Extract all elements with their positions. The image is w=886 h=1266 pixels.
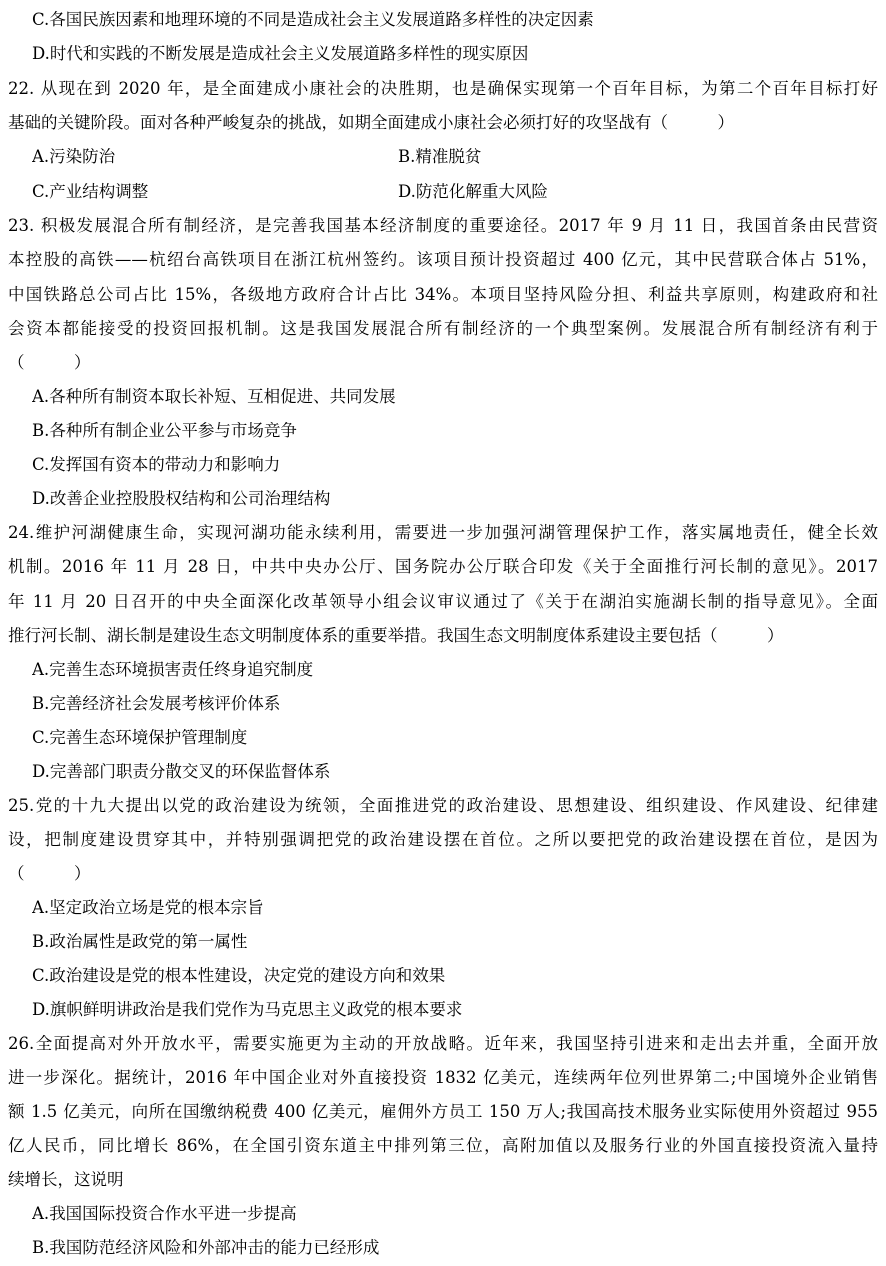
option-d-q22: D.防范化解重大风险 (398, 182, 548, 201)
question-23-line-4: 会资本都能接受的投资回报机制。这是我国发展混合所有制经济的一个典型案例。发展混合所有制经济有利于 (8, 319, 878, 338)
question-22-line-1: 22. 从现在到 2020 年，是全面建成小康社会的决胜期，也是确保实现第一个百年目标，为第二个百年目标打好 (8, 79, 878, 98)
option-a-q22: A.污染防治 (32, 147, 116, 166)
question-24-line-1: 24.维护河湖健康生命，实现河湖功能永续利用，需要进一步加强河湖管理保护工作，落实属地责任，健全长效 (8, 523, 878, 542)
question-25-line-1: 25.党的十九大提出以党的政治建设为统领，全面推进党的政治建设、思想建设、组织建设、作风建设、纪律建 (8, 796, 878, 815)
option-c-q25: C.政治建设是党的根本性建设，决定党的建设方向和效果 (32, 966, 446, 985)
option-b-q23: B.各种所有制企业公平参与市场竞争 (32, 421, 297, 440)
answer-bracket-q25: （ ） (8, 864, 91, 883)
option-b-q24: B.完善经济社会发展考核评价体系 (32, 694, 281, 713)
question-26-line-1: 26.全面提高对外开放水平，需要实施更为主动的开放战略。近年来，我国坚持引进来和走出去并重，全面开放 (8, 1034, 878, 1053)
option-d-q23: D.改善企业控股股权结构和公司治理结构 (32, 489, 331, 508)
option-b-q25: B.政治属性是政党的第一属性 (32, 932, 248, 951)
option-a-q26: A.我国国际投资合作水平进一步提高 (32, 1204, 297, 1223)
option-c-q21: C.各国民族因素和地理环境的不同是造成社会主义发展道路多样性的决定因素 (32, 10, 594, 29)
question-23-line-2: 本控股的高铁——杭绍台高铁项目在浙江杭州签约。该项目预计投资超过 400 亿元，其中民营联合体占 51%， (8, 250, 878, 269)
option-d-q24: D.完善部门职责分散交叉的环保监督体系 (32, 762, 331, 781)
question-24-line-3: 年 11 月 20 日召开的中央全面深化改革领导小组会议审议通过了《关于在湖泊实施湖长制的指导意见》。全面 (8, 592, 878, 611)
option-c-q24: C.完善生态环境保护管理制度 (32, 728, 248, 747)
question-26-line-4: 亿人民币，同比增长 86%，在全国引资东道主中排列第三位，高附加值以及服务行业的外国直接投资流入量持 (8, 1136, 878, 1155)
question-22-line-2: 基础的关键阶段。面对各种严峻复杂的挑战，如期全面建成小康社会必须打好的攻坚战有（ ） (8, 113, 734, 132)
option-d-q21: D.时代和实践的不断发展是造成社会主义发展道路多样性的现实原因 (32, 44, 529, 63)
question-23-line-3: 中国铁路总公司占比 15%，各级地方政府合计占比 34%。本项目坚持风险分担、利益共享原则，构建政府和社 (8, 285, 878, 304)
question-24-line-4: 推行河长制、湖长制是建设生态文明制度体系的重要举措。我国生态文明制度体系建设主要包括（ ） (8, 626, 784, 645)
question-26-line-3: 额 1.5 亿美元，向所在国缴纳税费 400 亿美元，雇佣外方员工 150 万人;我国高技术服务业实际使用外资超过 955 (8, 1102, 878, 1121)
option-d-q25: D.旗帜鲜明讲政治是我们党作为马克思主义政党的根本要求 (32, 1000, 463, 1019)
option-b-q22: B.精准脱贫 (398, 147, 482, 166)
option-c-q23: C.发挥国有资本的带动力和影响力 (32, 455, 281, 474)
option-b-q26: B.我国防范经济风险和外部冲击的能力已经形成 (32, 1238, 380, 1257)
option-c-q22: C.产业结构调整 (32, 182, 149, 201)
option-a-q25: A.坚定政治立场是党的根本宗旨 (32, 898, 264, 917)
question-23-line-1: 23. 积极发展混合所有制经济，是完善我国基本经济制度的重要途径。2017 年 9 月 11 日，我国首条由民营资 (8, 216, 878, 235)
option-a-q23: A.各种所有制资本取长补短、互相促进、共同发展 (32, 387, 396, 406)
question-25-line-2: 设，把制度建设贯穿其中，并特别强调把党的政治建设摆在首位。之所以要把党的政治建设摆在首位，是因为 (8, 830, 878, 849)
option-a-q24: A.完善生态环境损害责任终身追究制度 (32, 660, 314, 679)
answer-bracket-q23: （ ） (8, 353, 91, 372)
question-26-line-5: 续增长，这说明 (8, 1170, 124, 1189)
question-26-line-2: 进一步深化。据统计，2016 年中国企业对外直接投资 1832 亿美元，连续两年位列世界第二;中国境外企业销售 (8, 1068, 878, 1087)
question-24-line-2: 机制。2016 年 11 月 28 日，中共中央办公厅、国务院办公厅联合印发《关于全面推行河长制的意见》。2017 (8, 557, 878, 576)
